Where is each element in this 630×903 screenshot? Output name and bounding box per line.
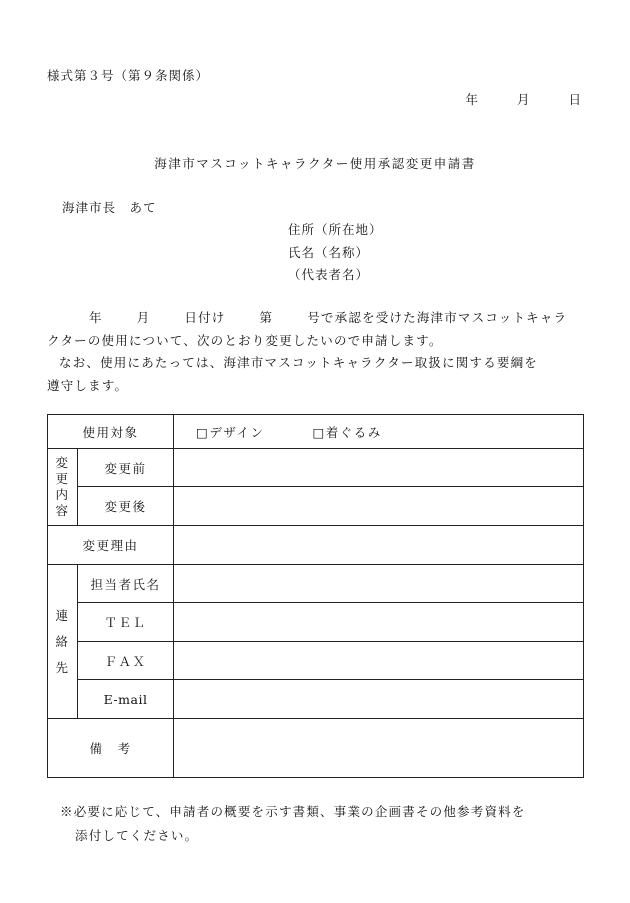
after-change-field[interactable] [174, 487, 584, 526]
email-field[interactable] [174, 680, 584, 719]
date-month: 月 [516, 92, 531, 107]
email-label: E-mail [78, 680, 174, 719]
remarks-label: 備 考 [48, 719, 174, 778]
design-checkbox[interactable]: □デザイン [196, 424, 265, 440]
fax-label: ＦＡＸ [78, 642, 174, 680]
document-title: 海津市マスコットキャラクター使用承認変更申請書 [154, 156, 476, 171]
change-reason-label: 変更理由 [48, 526, 174, 565]
date-day: 日 [568, 92, 582, 107]
note-line-2: 添付してください。 [75, 828, 199, 843]
table-row-after [48, 487, 584, 526]
before-change-label: 変更前 [78, 449, 174, 487]
applicant-representative-label: （代表者名） [288, 267, 370, 282]
costume-checkbox[interactable]: □着ぐるみ [312, 424, 382, 440]
table-row-tel [48, 603, 584, 642]
tel-label: ＴＥＬ [78, 603, 174, 642]
change-reason-field[interactable] [174, 526, 584, 565]
form-number: 様式第３号（第９条関係） [47, 68, 210, 83]
body-line3-text: なお、使用にあたっては、海津市マスコットキャラクター取扱に関する要綱を [59, 355, 539, 370]
table-row-reason [48, 526, 584, 565]
body-line-4: 遵守します。 [47, 378, 129, 393]
application-form-table [47, 414, 584, 778]
body-line1-rest: 号で承認を受けた海津市マスコットキャラ [307, 310, 568, 325]
person-in-charge-label: 担当者氏名 [78, 565, 174, 603]
applicant-address-label: 住所（所在地） [288, 222, 383, 237]
usage-target-options [174, 415, 584, 449]
body-line-3 [47, 353, 538, 371]
fax-field[interactable] [174, 642, 584, 680]
body-month: 月 [136, 310, 151, 325]
date-line [465, 90, 582, 108]
note-line-1: ※必要に応じて、申請者の概要を示す書類、事業の企画書その他参考資料を [60, 804, 526, 819]
body-year: 年 [89, 310, 103, 325]
change-content-group-label: 変 更 内 容 [48, 449, 78, 526]
addressee: 海津市長 あて [62, 200, 157, 215]
table-row-fax [48, 642, 584, 680]
table-row-person [48, 565, 584, 603]
table-row-before [48, 449, 584, 487]
table-row-email [48, 680, 584, 719]
body-date-suffix: 日付け [184, 310, 226, 325]
remarks-field[interactable] [174, 719, 584, 778]
body-number-prefix: 第 [259, 310, 274, 325]
contact-group-label: 連 絡 先 [48, 565, 78, 719]
date-year: 年 [465, 92, 479, 107]
table-row-remarks [48, 719, 584, 778]
table-row-usage-target [48, 415, 584, 449]
body-line-2: クターの使用について、次のとおり変更したいので申請します。 [47, 333, 443, 348]
body-line-1 [47, 308, 567, 326]
before-change-field[interactable] [174, 449, 584, 487]
after-change-label: 変更後 [78, 487, 174, 526]
tel-field[interactable] [174, 603, 584, 642]
applicant-name-label: 氏名（名称） [288, 245, 370, 260]
person-in-charge-field[interactable] [174, 565, 584, 603]
usage-target-label: 使用対象 [48, 415, 174, 449]
